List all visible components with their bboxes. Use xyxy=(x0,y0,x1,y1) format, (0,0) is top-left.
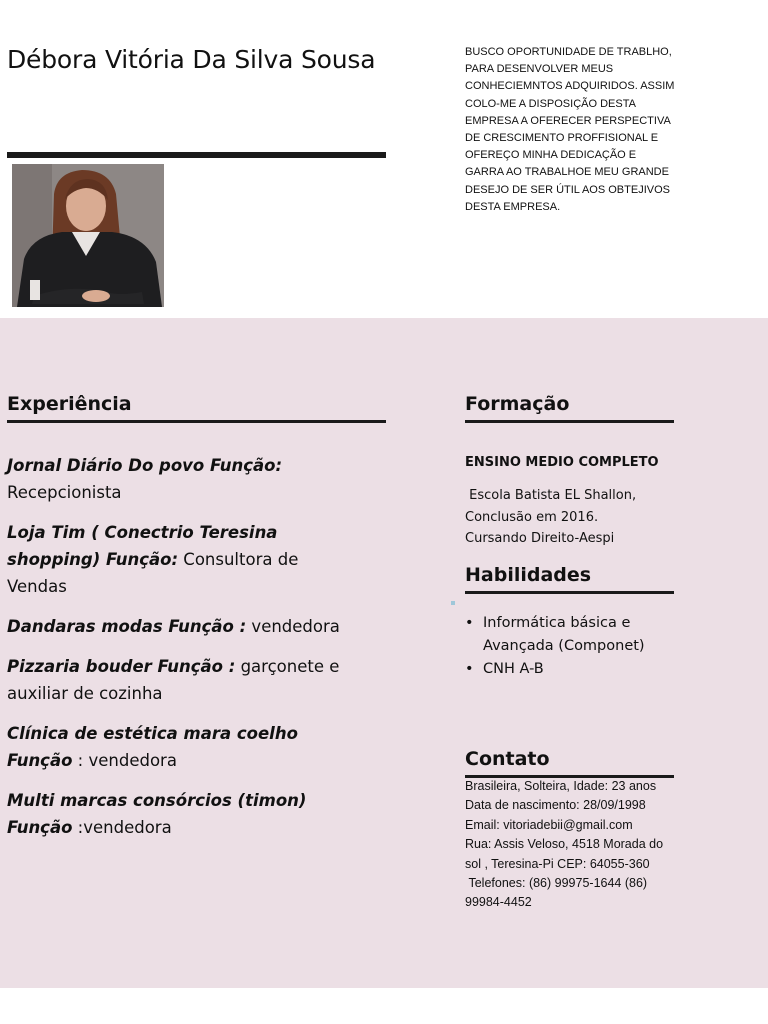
skill-item: • CNH A-B xyxy=(465,658,675,681)
experience-role: Loja Tim ( Conectrio Teresina shopping) Função: xyxy=(7,523,278,569)
experience-item xyxy=(7,452,347,506)
contact-email: Email: vitoriadebii@gmail.com xyxy=(465,817,633,832)
experience-detail: :vendedora xyxy=(72,818,172,837)
profile-photo xyxy=(12,164,164,307)
objective-text: BUSCO OPORTUNIDADE DE TRABLHO, PARA DESENVOLVER MEUS CONHECIEMNTOS ADQUIRIDOS. ASSIM COLO-ME A DISPOSIÇÃO DESTA EMPRESA A OFERECER PERSPECTIVA DE CRESCIMENTO PROFFISIONAL E OFEREÇO MINHA DEDICAÇÃO E GARRA AO TRABALHOE MEU GRANDE DESEJO DE SER ÚTIL AOS OBTEJIVOS DESTA EMPRESA. xyxy=(465,46,675,213)
experience-role: Multi marcas consórcios (timon) Função xyxy=(7,791,307,837)
experience-role: Dandaras modas Função : xyxy=(7,617,247,636)
experience-item xyxy=(7,787,347,841)
experience-item xyxy=(7,613,347,640)
course-title: ENSINO MEDIO COMPLETO xyxy=(465,455,659,470)
experience-heading: Experiência xyxy=(7,393,132,415)
education-line: Conclusão em 2016. xyxy=(465,509,599,525)
experience-item xyxy=(7,519,347,600)
experience-detail: : vendedora xyxy=(72,751,177,770)
candidate-name: Débora Vitória Da Silva Sousa xyxy=(7,45,376,74)
contact-heading: Contato xyxy=(465,748,550,770)
education-underline xyxy=(465,420,674,423)
education-line: Cursando Direito-Aespi xyxy=(465,531,615,546)
experience-underline xyxy=(7,420,386,423)
experience-detail: vendedora xyxy=(246,617,340,636)
contact-phones: Telefones: (86) 99975-1644 (86) 99984-4452 xyxy=(465,876,651,910)
experience-item xyxy=(7,720,347,774)
experience-detail: garçonete e auxiliar de cozinha xyxy=(7,657,340,703)
education-line: Escola Batista EL Shallon, xyxy=(465,488,637,503)
experience-role: Clínica de estética mara coelho Função xyxy=(7,724,298,770)
experience-role: Jornal Diário Do povo Função: xyxy=(7,456,283,475)
experience-list xyxy=(7,452,347,854)
experience-detail: Consultora de Vendas xyxy=(7,550,299,596)
skills-list xyxy=(465,612,675,681)
contact-address: Rua: Assis Veloso, 4518 Morada do sol , Teresina-Pi CEP: 64055-360 xyxy=(465,837,667,871)
skill-item: • Informática básica e Avançada (Componet) xyxy=(465,612,675,658)
contact-line: Brasileira, Solteira, Idade: 23 anos xyxy=(465,779,657,793)
skills-heading: Habilidades xyxy=(465,564,592,586)
contact-line: Data de nascimento: 28/09/1998 xyxy=(465,798,646,813)
experience-item xyxy=(7,653,347,707)
name-underline xyxy=(7,152,386,158)
decorative-dot xyxy=(451,601,455,605)
education-details xyxy=(465,485,675,550)
skills-underline xyxy=(465,591,674,594)
experience-role: Pizzaria bouder Função : xyxy=(7,657,236,676)
contact-details xyxy=(465,777,680,913)
experience-detail: Recepcionista xyxy=(7,483,122,502)
education-heading: Formação xyxy=(465,393,570,415)
